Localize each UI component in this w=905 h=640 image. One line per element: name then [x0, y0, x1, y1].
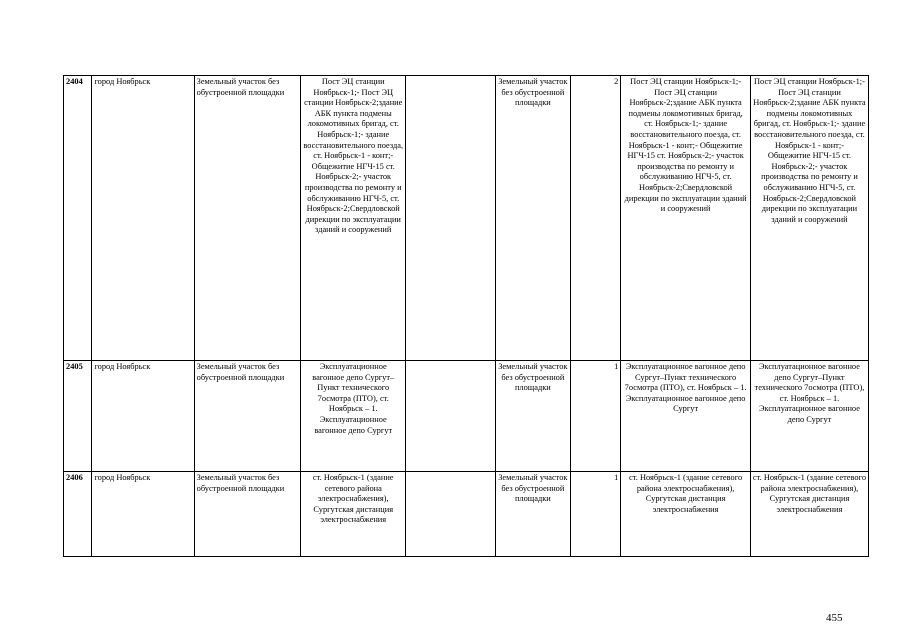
description-cell: Пост ЭЦ станции Ноябрьск-1;- Пост ЭЦ станции Ноябрьск-2;здание АБК пункта подмены локомотивных бригад, ст. Ноябрьск-1;- здание восстановительного поезда, ст. Ноябрьск-1 - конт;- Общежитие НГЧ-15 ст. Ноябрьск-2;- участок производства по ремонту и обслуживанию НГЧ-5, ст. Ноябрьск-2;Свердловской дирекции по эксплуатации зданий и сооружений — [301, 76, 406, 361]
row-number: 2404 — [64, 76, 92, 361]
table-row — [64, 361, 869, 472]
page-number: 455 — [826, 612, 843, 624]
land-plots-table — [63, 75, 869, 557]
land-type-cell: Земельный участок без обустроенной площадки — [194, 361, 300, 472]
description-cell: ст. Ноябрьск-1 (здание сетевого района электроснабжения), Сургутская дистанция электроснабжения — [301, 472, 406, 557]
land-type-cell: Земельный участок без обустроенной площадки — [194, 76, 300, 361]
empty-cell — [406, 76, 496, 361]
city-cell: город Ноябрьск — [92, 76, 194, 361]
empty-cell — [406, 472, 496, 557]
land-type-cell-2: Земельный участок без обустроенной площадки — [495, 472, 570, 557]
description-cell: Эксплуатационное вагонное депо Сургут–Пункт технического 7осмотра (ПТО), ст. Ноябрьск – 1. Эксплуатационное вагонное депо Сургут — [301, 361, 406, 472]
table-row — [64, 472, 869, 557]
row-number: 2405 — [64, 361, 92, 472]
city-cell: город Ноябрьск — [92, 472, 194, 557]
description-cell-2: Пост ЭЦ станции Ноябрьск-1;- Пост ЭЦ станции Ноябрьск-2;здание АБК пункта подмены локомотивных бригад, ст. Ноябрьск-1;- здание восстановительного поезда, ст. Ноябрьск-1 - конт;- Общежитие НГЧ-15 ст. Ноябрьск-2;- участок производства по ремонту и обслуживанию НГЧ-5, ст. Ноябрьск-2;Свердловской дирекции по эксплуатации зданий и сооружений — [621, 76, 751, 361]
description-cell-3: Пост ЭЦ станции Ноябрьск-1;- Пост ЭЦ станции Ноябрьск-2;здание АБК пункта подмены локомотивных бригад, ст. Ноябрьск-1;- здание восстановительного поезда, ст. Ноябрьск-1 - конт;- Общежитие НГЧ-15 ст. Ноябрьск-2;- участок производства по ремонту и обслуживанию НГЧ-5, ст. Ноябрьск-2;Свердловской дирекции по эксплуатации зданий и сооружений — [750, 76, 868, 361]
count-cell: 2 — [570, 76, 621, 361]
description-cell-3: ст. Ноябрьск-1 (здание сетевого района электроснабжения), Сургутская дистанция электроснабжения — [750, 472, 868, 557]
land-type-cell-2: Земельный участок без обустроенной площадки — [495, 361, 570, 472]
description-cell-2: ст. Ноябрьск-1 (здание сетевого района электроснабжения), Сургутская дистанция электроснабжения — [621, 472, 751, 557]
row-number: 2406 — [64, 472, 92, 557]
count-cell: 1 — [570, 472, 621, 557]
city-cell: город Ноябрьск — [92, 361, 194, 472]
count-cell: 1 — [570, 361, 621, 472]
land-type-cell: Земельный участок без обустроенной площадки — [194, 472, 300, 557]
description-cell-3: Эксплуатационное вагонное депо Сургут–Пункт технического 7осмотра (ПТО), ст. Ноябрьск – 1. Эксплуатационное вагонное депо Сургут — [750, 361, 868, 472]
table-row — [64, 76, 869, 361]
description-cell-2: Эксплуатационное вагонное депо Сургут–Пункт технического 7осмотра (ПТО), ст. Ноябрьск – 1. Эксплуатационное вагонное депо Сургут — [621, 361, 751, 472]
land-type-cell-2: Земельный участок без обустроенной площадки — [495, 76, 570, 361]
empty-cell — [406, 361, 496, 472]
